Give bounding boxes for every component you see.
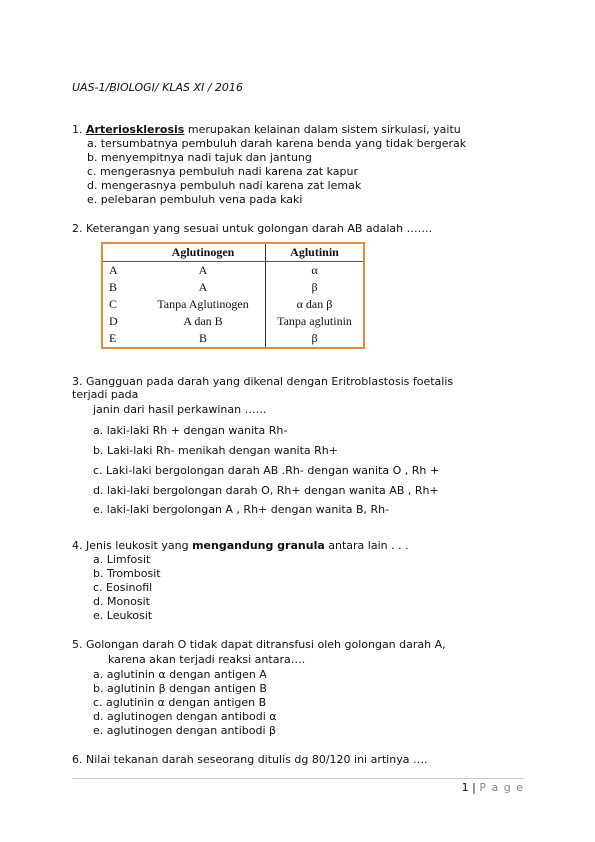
- column-header: Aglutinogen: [141, 243, 266, 262]
- table-row: [102, 296, 364, 313]
- question-6: 6. Nilai tekanan darah seseorang ditulis dg 80/120 ini artinya ….: [72, 753, 428, 766]
- table-cell: A: [198, 263, 208, 277]
- blood-group-table: [101, 242, 365, 349]
- table-row: [102, 262, 364, 280]
- q1-option-a: a. tersumbatnya pembuluh darah karena benda yang tidak bergerak: [87, 137, 467, 150]
- question-1: [72, 123, 461, 137]
- table-cell: B: [109, 280, 118, 294]
- table-cell: B: [198, 331, 207, 345]
- table-cell: Tanpa Aglutinogen: [157, 297, 249, 311]
- column-header: [102, 243, 141, 262]
- table-cell: Tanpa aglutinin: [266, 313, 365, 330]
- question-3-cont: terjadi pada: [72, 388, 139, 401]
- q1-option-b: b. menyempitnya nadi tajuk dan jantung: [87, 151, 312, 164]
- page-number: 1: [461, 781, 469, 794]
- q3-option-b: b. Laki-laki Rh- menikah dengan wanita Rh+: [93, 444, 338, 457]
- table-row: [102, 279, 364, 296]
- key-term: Arteriosklerosis: [86, 123, 185, 136]
- table-cell: E: [109, 331, 117, 345]
- table-cell: α dan β: [266, 296, 365, 313]
- table-cell: D: [109, 314, 118, 328]
- question-3: 3. Gangguan pada darah yang dikenal dengan Eritroblastosis foetalis: [72, 375, 454, 388]
- question-text: 4. Jenis leukosit yang: [72, 539, 193, 552]
- q4-option-e: e. Leukosit: [93, 609, 153, 622]
- table-cell: β: [266, 330, 365, 348]
- question-5-cont: karena akan terjadi reaksi antara….: [108, 653, 306, 666]
- q4-option-a: a. Limfosit: [93, 553, 151, 566]
- page-footer: [462, 781, 524, 794]
- table-cell: α: [266, 262, 365, 280]
- table-cell: A: [198, 280, 208, 294]
- q1-option-e: e. pelebaran pembuluh vena pada kaki: [87, 193, 303, 206]
- page-label: P a g e: [479, 781, 524, 794]
- table-cell: C: [109, 297, 118, 311]
- table-row: [102, 330, 364, 348]
- q5-option-e: e. aglutinogen dengan antibodi β: [93, 724, 277, 737]
- q3-option-e: e. laki-laki bergolongan A , Rh+ dengan wanita B, Rh-: [93, 503, 390, 516]
- q1-option-c: c. mengerasnya pembuluh nadi karena zat kapur: [87, 165, 359, 178]
- q3-option-d: d. laki-laki bergolongan darah O, Rh+ dengan wanita AB , Rh+: [93, 484, 439, 497]
- question-text: merupakan kelainan dalam sistem sirkulasi, yaitu: [184, 123, 461, 136]
- key-term: mengandung granula: [192, 539, 325, 552]
- q1-option-d: d. mengerasnya pembuluh nadi karena zat lemak: [87, 179, 362, 192]
- footer-divider: [72, 778, 524, 779]
- q5-option-d: d. aglutinogen dengan antibodi α: [93, 710, 277, 723]
- q5-option-b: b. aglutinin β dengan antigen B: [93, 682, 267, 695]
- q4-option-c: c. Eosinofil: [93, 581, 153, 594]
- question-2: 2. Keterangan yang sesuai untuk golongan darah AB adalah …….: [72, 222, 433, 235]
- q3-option-c: c. Laki-laki bergolongan darah AB .Rh- dengan wanita O , Rh +: [93, 464, 440, 477]
- q3-option-a: a. laki-laki Rh + dengan wanita Rh-: [93, 424, 288, 437]
- question-number: 1.: [72, 123, 83, 136]
- table-cell: A dan B: [183, 314, 223, 328]
- table-cell: A: [109, 263, 118, 277]
- table-row: [102, 313, 364, 330]
- q4-option-b: b. Trombosit: [93, 567, 161, 580]
- table-header-row: [102, 243, 364, 262]
- question-4: [72, 539, 409, 553]
- exam-header: UAS-1/BIOLOGI/ KLAS XI / 2016: [72, 81, 243, 94]
- question-text: antara lain . . .: [324, 539, 409, 552]
- footer-separator: |: [468, 781, 480, 794]
- q4-option-d: d. Monosit: [93, 595, 150, 608]
- column-header: Aglutinin: [266, 243, 365, 262]
- question-3-cont: janin dari hasil perkawinan ……: [93, 403, 267, 416]
- q5-option-a: a. aglutinin α dengan antigen A: [93, 668, 267, 681]
- table-cell: β: [266, 279, 365, 296]
- question-5: 5. Golongan darah O tidak dapat ditransfusi oleh golongan darah A,: [72, 638, 446, 651]
- q5-option-c: c. aglutinin α dengan antigen B: [93, 696, 267, 709]
